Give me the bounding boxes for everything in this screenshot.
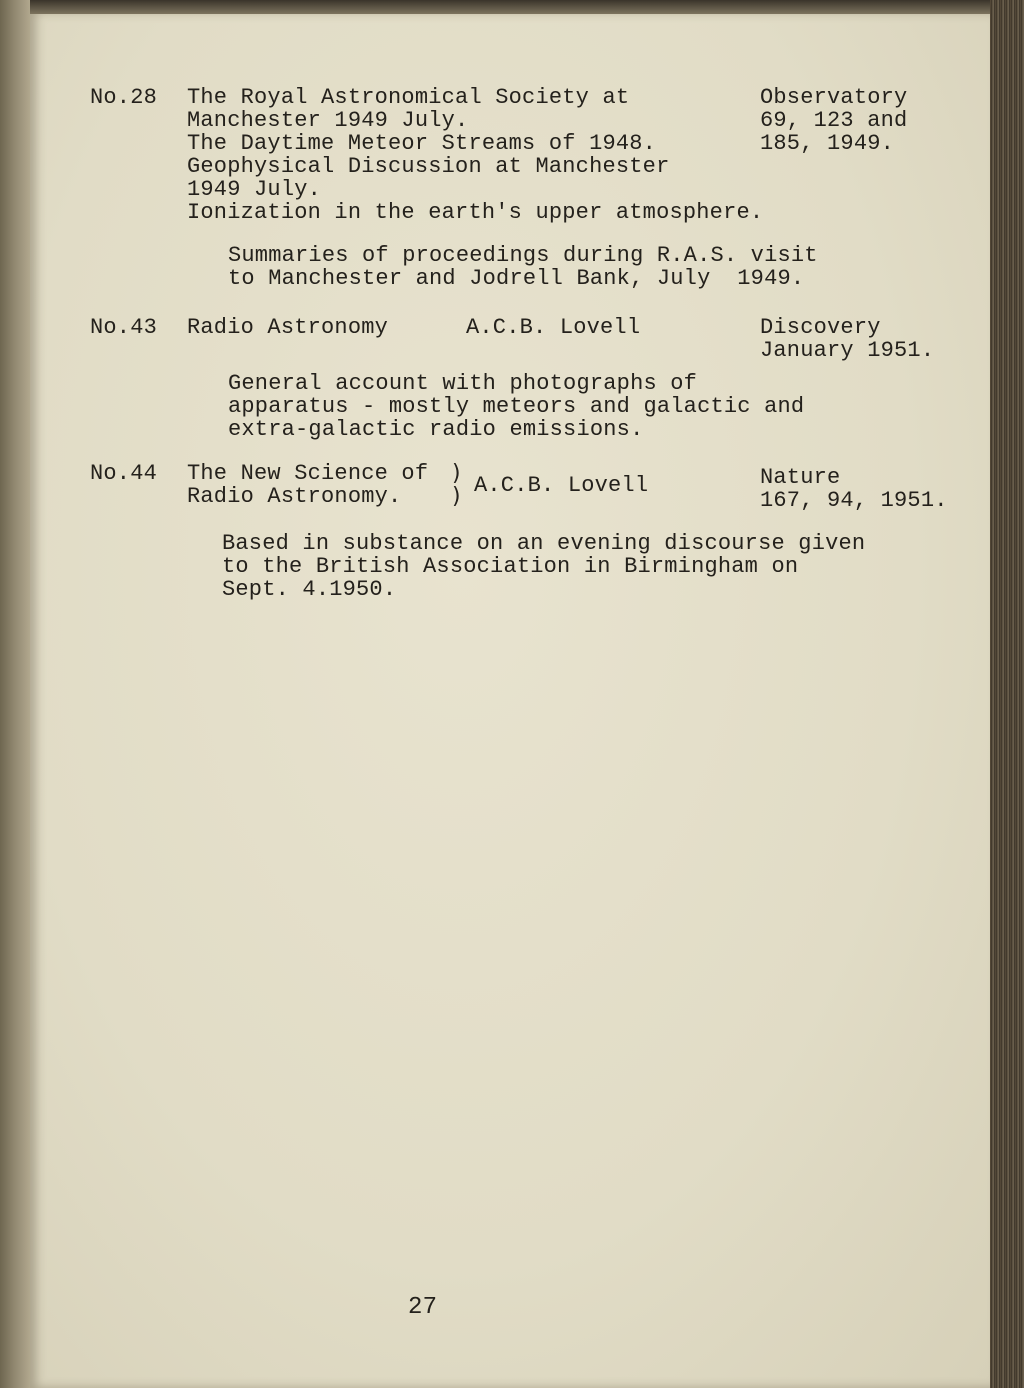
entry-author: A.C.B. Lovell (466, 315, 641, 340)
entry-summary-line: Based in substance on an evening discourse given (222, 531, 866, 556)
entry-title-line: Geophysical Discussion at Manchester (187, 154, 670, 179)
entry-title-line: Radio Astronomy. (187, 484, 402, 509)
entry-summary-line: apparatus - mostly meteors and galactic and (228, 394, 805, 419)
entry-title-line: The Royal Astronomical Society at (187, 85, 630, 110)
entry-source-line: Observatory (760, 85, 908, 110)
entry-source-line: 185, 1949. (760, 131, 895, 156)
bracket-upper: ) (450, 461, 464, 486)
entry-summary-line: Summaries of proceedings during R.A.S. visit (228, 243, 818, 268)
entry-title: Radio Astronomy (187, 315, 389, 340)
entry-source-line: Discovery (760, 315, 881, 340)
entry-number: No.43 (90, 315, 158, 340)
page-edges (990, 0, 1024, 1388)
entry-title-line: Ionization in the earth's upper atmosphere. (187, 200, 764, 225)
entry-summary-line: General account with photographs of (228, 371, 698, 396)
entry-author: A.C.B. Lovell (474, 473, 649, 498)
entry-source-line: January 1951. (760, 338, 935, 363)
entry-number: No.44 (90, 461, 158, 486)
entry-summary-line: Sept. 4.1950. (222, 577, 397, 602)
entry-summary-line: to Manchester and Jodrell Bank, July 1949. (228, 266, 805, 291)
entry-title-line: 1949 July. (187, 177, 322, 202)
entry-summary-line: to the British Association in Birmingham on (222, 554, 799, 579)
bracket-lower: ) (450, 484, 464, 509)
entry-title-line: The New Science of (187, 461, 429, 486)
entry-title-line: The Daytime Meteor Streams of 1948. (187, 131, 657, 156)
top-shadow (30, 0, 992, 14)
entry-source-line: Nature (760, 465, 841, 490)
page-number: 27 (408, 1294, 438, 1321)
entry-number: No.28 (90, 85, 158, 110)
left-page-gutter (0, 0, 34, 1388)
entry-title-line: Manchester 1949 July. (187, 108, 469, 133)
entry-source-line: 167, 94, 1951. (760, 488, 948, 513)
entry-source-line: 69, 123 and (760, 108, 908, 133)
entry-summary-line: extra-galactic radio emissions. (228, 417, 644, 442)
